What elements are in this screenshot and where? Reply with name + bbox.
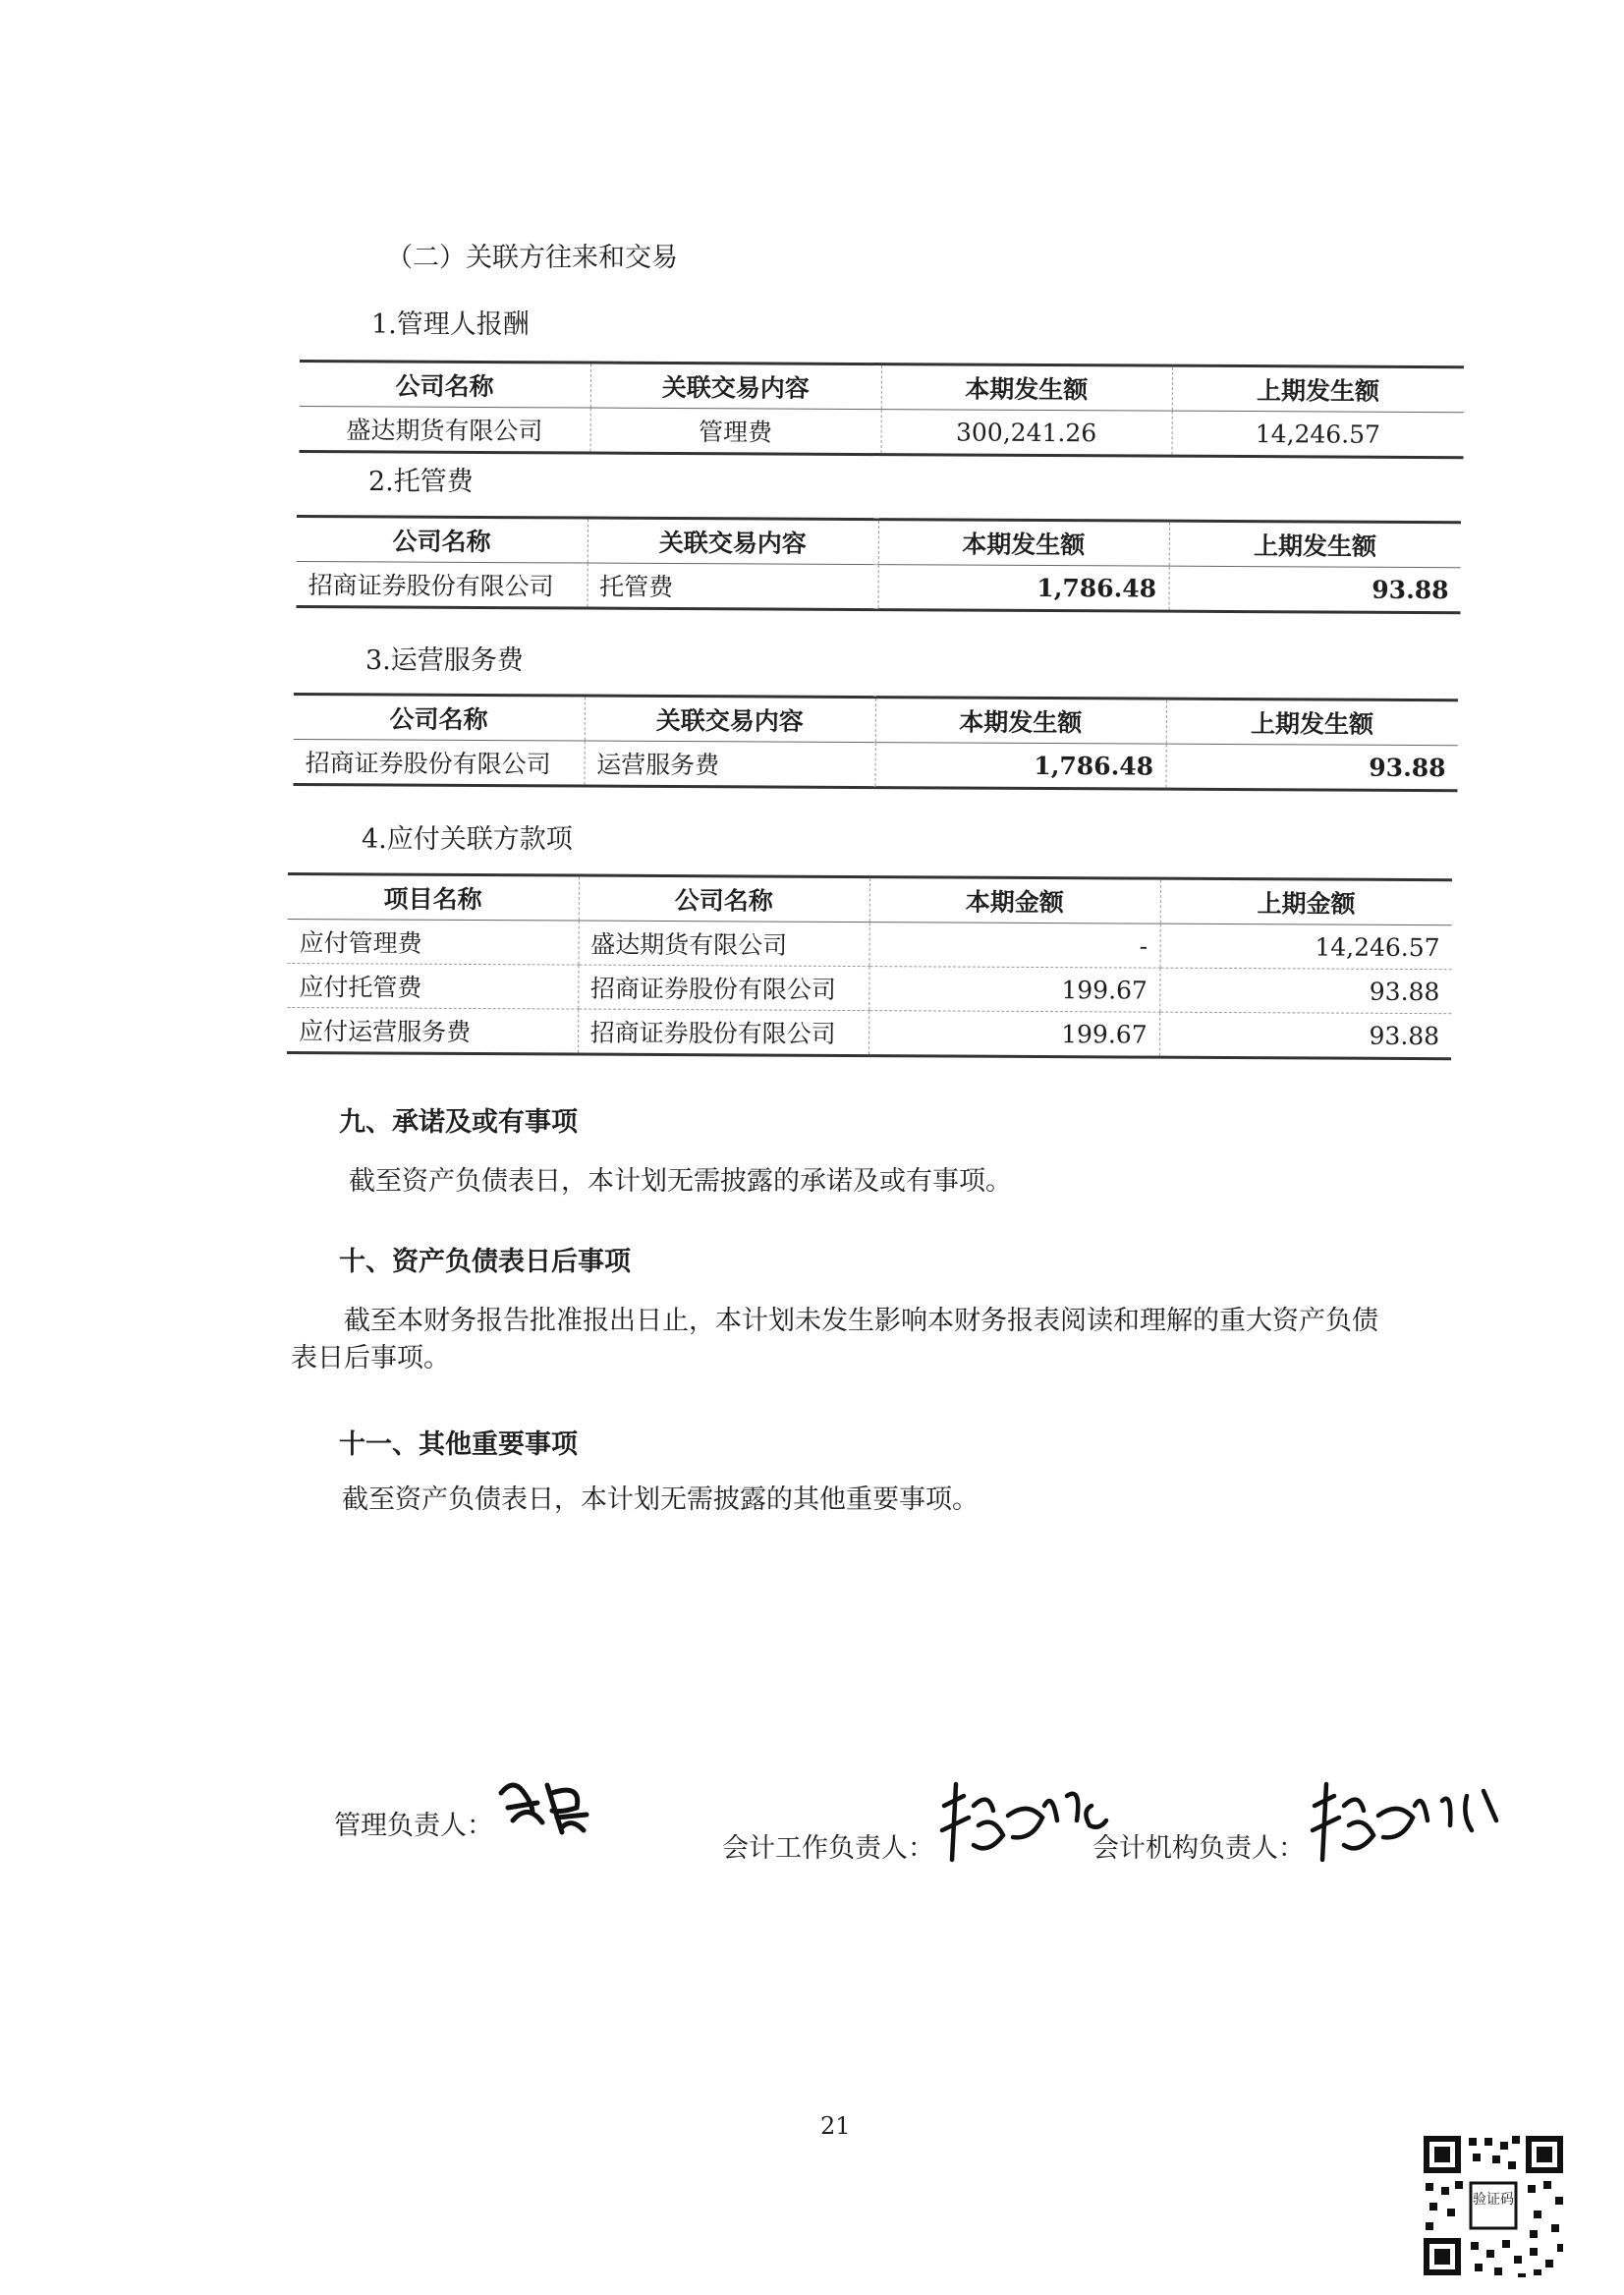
table-cell: 托管费 bbox=[588, 563, 878, 610]
table-cell: 93.88 bbox=[1159, 1012, 1451, 1059]
table-cell: 14,246.57 bbox=[1171, 411, 1463, 458]
qr-label: 验证码 bbox=[1473, 2192, 1514, 2208]
table-header: 公司名称 bbox=[300, 361, 590, 408]
table-cell: 盛达期货有限公司 bbox=[300, 406, 590, 453]
table-cell: 招商证券股份有限公司 bbox=[294, 739, 585, 786]
accounting-org-signature-block bbox=[1092, 1776, 1501, 1865]
table-header: 本期发生额 bbox=[878, 520, 1169, 567]
table-cell: 1,786.48 bbox=[875, 743, 1166, 790]
manager-signature-label: 管理负责人： bbox=[334, 1811, 493, 1841]
section-heading: （二）关联方往来和交易 bbox=[386, 243, 678, 273]
table-cell: 运营服务费 bbox=[585, 741, 875, 788]
section-subsequent-events-text-cont: 表日后事项。 bbox=[291, 1343, 450, 1373]
table-cell: 93.88 bbox=[1165, 744, 1457, 791]
section-other-matters-heading: 十一、其他重要事项 bbox=[339, 1429, 578, 1460]
accounting-work-signature-label: 会计工作负责人： bbox=[722, 1833, 934, 1864]
table-header: 公司名称 bbox=[579, 875, 869, 923]
custody-fee-table bbox=[297, 515, 1461, 614]
table-header: 本期发生额 bbox=[881, 364, 1172, 412]
table-header: 公司名称 bbox=[294, 695, 585, 742]
table-cell: 199.67 bbox=[868, 967, 1159, 1013]
manager-signature bbox=[493, 1773, 591, 1842]
table-cell: 应付托管费 bbox=[287, 963, 578, 1009]
table-row bbox=[297, 561, 1461, 612]
manager-signature-block bbox=[334, 1773, 591, 1842]
accounting-work-signature-block bbox=[722, 1776, 1116, 1865]
table-header: 公司名称 bbox=[297, 517, 588, 564]
table-3-title: 3.运营服务费 bbox=[365, 645, 524, 676]
table-cell: 盛达期货有限公司 bbox=[579, 921, 869, 967]
table-row bbox=[288, 919, 1452, 969]
table-cell: 应付管理费 bbox=[288, 919, 579, 965]
accounting-work-signature bbox=[934, 1776, 1116, 1865]
table-cell: 招商证券股份有限公司 bbox=[578, 965, 868, 1011]
accounting-org-signature bbox=[1305, 1776, 1501, 1865]
table-cell: 199.67 bbox=[868, 1011, 1159, 1058]
table-header: 上期发生额 bbox=[1172, 365, 1464, 413]
table-header: 本期发生额 bbox=[875, 698, 1166, 745]
table-header: 本期金额 bbox=[869, 877, 1160, 924]
table-cell: 管理费 bbox=[590, 408, 881, 455]
table-cell: - bbox=[869, 923, 1160, 969]
table-header: 上期发生额 bbox=[1166, 699, 1458, 746]
table-header: 上期金额 bbox=[1160, 878, 1452, 925]
table-cell: 93.88 bbox=[1159, 968, 1451, 1014]
table-4-title: 4.应付关联方款项 bbox=[362, 824, 573, 855]
section-commitments-text: 截至资产负债表日，本计划无需披露的承诺及或有事项。 bbox=[349, 1166, 1012, 1197]
table-header: 关联交易内容 bbox=[588, 518, 878, 565]
accounting-org-signature-label: 会计机构负责人： bbox=[1092, 1833, 1305, 1864]
table-row bbox=[287, 1007, 1451, 1058]
table-header: 关联交易内容 bbox=[590, 363, 881, 410]
table-cell: 14,246.57 bbox=[1160, 924, 1452, 970]
section-subsequent-events-heading: 十、资产负债表日后事项 bbox=[339, 1247, 631, 1277]
table-cell: 招商证券股份有限公司 bbox=[578, 1009, 868, 1056]
operation-fee-table bbox=[294, 693, 1458, 792]
page-number: 21 bbox=[820, 2112, 851, 2140]
table-cell: 招商证券股份有限公司 bbox=[297, 561, 588, 608]
table-cell: 93.88 bbox=[1168, 566, 1460, 613]
table-header: 上期发生额 bbox=[1169, 521, 1461, 568]
payables-table bbox=[287, 872, 1452, 1060]
qr-code bbox=[1420, 2132, 1567, 2279]
table-header: 关联交易内容 bbox=[585, 696, 875, 743]
table-cell: 1,786.48 bbox=[878, 565, 1169, 612]
table-row bbox=[287, 963, 1451, 1013]
table-cell: 应付运营服务费 bbox=[287, 1007, 578, 1054]
table-2-title: 2.托管费 bbox=[368, 467, 474, 497]
table-1-title: 1.管理人报酬 bbox=[371, 309, 530, 340]
table-row bbox=[300, 406, 1464, 457]
table-header: 项目名称 bbox=[288, 874, 579, 922]
section-commitments-heading: 九、承诺及或有事项 bbox=[339, 1107, 578, 1138]
table-cell: 300,241.26 bbox=[881, 410, 1172, 457]
section-subsequent-events-text: 截至本财务报告批准报出日止，本计划未发生影响本财务报表阅读和理解的重大资产负债 bbox=[344, 1306, 1378, 1336]
section-other-matters-text: 截至资产负债表日，本计划无需披露的其他重要事项。 bbox=[342, 1484, 979, 1515]
table-row bbox=[294, 739, 1458, 790]
management-fee-table bbox=[300, 360, 1464, 459]
